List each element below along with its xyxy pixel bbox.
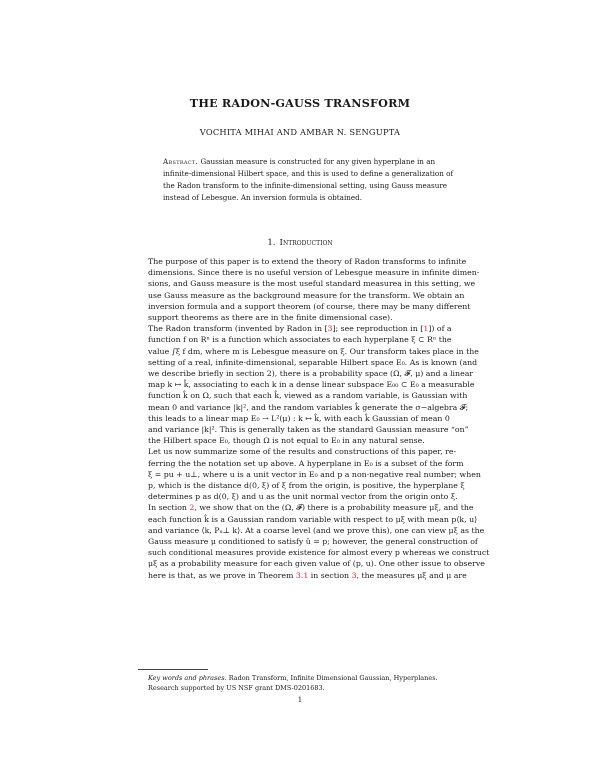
text-line: here is that, as we prove in Theorem 3.1 in section 3, the measures μξ and μ are xyxy=(148,570,467,580)
paragraph-1 xyxy=(138,256,480,323)
body-text xyxy=(138,256,490,581)
text-line: value ∫ξ f dm, where m is Lebesgue measure on ξ. Our transform takes place in the xyxy=(148,346,479,356)
text-line: setting of a real, infinite-dimensional, separable Hilbert space E₀. As is known (and xyxy=(148,357,478,367)
text-line: The purpose of this paper is to extend the theory of Radon transforms to infinite xyxy=(148,257,467,266)
text-line: each function k̂ is a Gaussian random variable with respect to μξ with mean p⟨k, u⟩ xyxy=(148,514,478,524)
text-line: Gauss measure μ conditioned to satisfy û = p; however, the general construction of xyxy=(148,537,478,547)
text-line: support theorems as there are in the finite dimensional case). xyxy=(148,313,393,323)
keywords-label: Key words and phrases. xyxy=(148,674,227,682)
text-line: we describe briefly in section 2), there is a probability space (Ω, 𝓕, μ) and a linear xyxy=(148,369,474,379)
text-line: In section 2, we show that on the (Ω, 𝓕) there is a probability measure μξ, and the xyxy=(148,503,474,513)
text-line: this leads to a linear map E₀ → L²(μ) : k ↦ k̂, with each k̂ Gaussian of mean 0 xyxy=(148,413,450,423)
paragraph-4 xyxy=(138,502,490,580)
section-number: 1. xyxy=(267,238,276,248)
section-link[interactable]: 3 xyxy=(351,570,357,580)
text-line: determines p as d(0, ξ) and u as the unit normal vector from the origin onto ξ. xyxy=(148,492,458,502)
text-line: inversion formula and a support theorem (of course, there may be many different xyxy=(148,301,471,311)
paragraph-3 xyxy=(138,446,481,502)
text-line: map k ↦ k̂, associating to each k in a dense linear subspace E₀₀ ⊂ E₀ a measurable xyxy=(148,380,475,390)
section-heading xyxy=(0,238,600,248)
text-line: p, which is the distance d(0, ξ) of ξ from the origin, is positive, the hyperplane ξ xyxy=(148,481,465,491)
abstract-line: the Radon transform to the infinite-dimensional setting, using Gauss measure xyxy=(163,181,448,190)
paper-authors: VOCHITA MIHAI AND AMBAR N. SENGUPTA xyxy=(199,127,401,137)
abstract-label: Abstract. xyxy=(163,157,199,166)
keywords-text: Radon Transform, Infinite Dimensional Gaussian, Hyperplanes. xyxy=(226,674,438,682)
citation-link[interactable]: 3 xyxy=(327,324,333,334)
footnote-rule xyxy=(138,669,208,670)
abstract-line xyxy=(163,156,441,168)
abstract xyxy=(163,156,454,204)
abstract-line: instead of Lebesgue. An inversion formula is obtained. xyxy=(163,193,363,202)
footnote-keywords xyxy=(138,673,464,683)
text-line: mean 0 and variance |k|², and the random variables k̂ generate the σ−algebra 𝓕; xyxy=(148,402,469,412)
text-line: Let us now summarize some of the results and constructions of this paper, re- xyxy=(148,447,457,457)
text-line: and variance ⟨k, Pᵤ⊥ k⟩. At a coarse level (and we prove this), one can view μξ as the xyxy=(148,525,485,535)
abstract-line: infinite-dimensional Hilbert space, and this is used to define a generalization of xyxy=(163,169,454,178)
text-line: such conditional measures provide existence for almost every p whereas we construct xyxy=(148,548,490,558)
text-line: function k̂ on Ω, such that each k̂, viewed as a random variable, is Gaussian with xyxy=(148,391,468,401)
section-name: Introduction xyxy=(279,238,333,248)
text-line: sions, and Gauss measure is the most useful standard measurea in this setting, we xyxy=(148,279,476,289)
theorem-link[interactable]: 3.1 xyxy=(295,570,309,580)
paper-title: THE RADON-GAUSS TRANSFORM xyxy=(189,96,411,110)
text-line: and variance |k|². This is generally taken as the standard Gaussian measure “on” xyxy=(148,425,469,435)
page-number: 1 xyxy=(297,696,303,704)
paragraph-2 xyxy=(138,323,479,446)
abstract-text: Gaussian measure is constructed for any given hyperplane in an xyxy=(198,157,436,166)
text-line: The Radon transform (invented by Radon in [3]; see reproduction in [1]) of a xyxy=(148,324,452,334)
text-line: ferring the the notation set up above. A hyperplane in E₀ is a subset of the form xyxy=(148,458,464,468)
section-link[interactable]: 2 xyxy=(189,503,195,513)
text-line: μξ as a probability measure for each given value of (p, u). One other issue to observe xyxy=(148,559,485,569)
text-line: ξ = pu + u⊥, where u is a unit vector in E₀ and p a non-negative real number; when xyxy=(148,469,481,479)
citation-link[interactable]: 1 xyxy=(423,324,429,334)
footnote-support: Research supported by US NSF grant DMS-0201683. xyxy=(148,684,325,692)
text-line: the Hilbert space E₀, though Ω is not equal to E₀ in any natural sense. xyxy=(148,436,425,446)
text-line: dimensions. Since there is no useful version of Lebesgue measure in infinite dimen- xyxy=(148,268,480,278)
text-line: function f on Rⁿ is a function which associates to each hyperplane ξ ⊂ Rⁿ the xyxy=(148,335,452,345)
footnote xyxy=(138,673,464,693)
text-line: use Gauss measure as the background measure for the transform. We obtain an xyxy=(148,290,465,300)
